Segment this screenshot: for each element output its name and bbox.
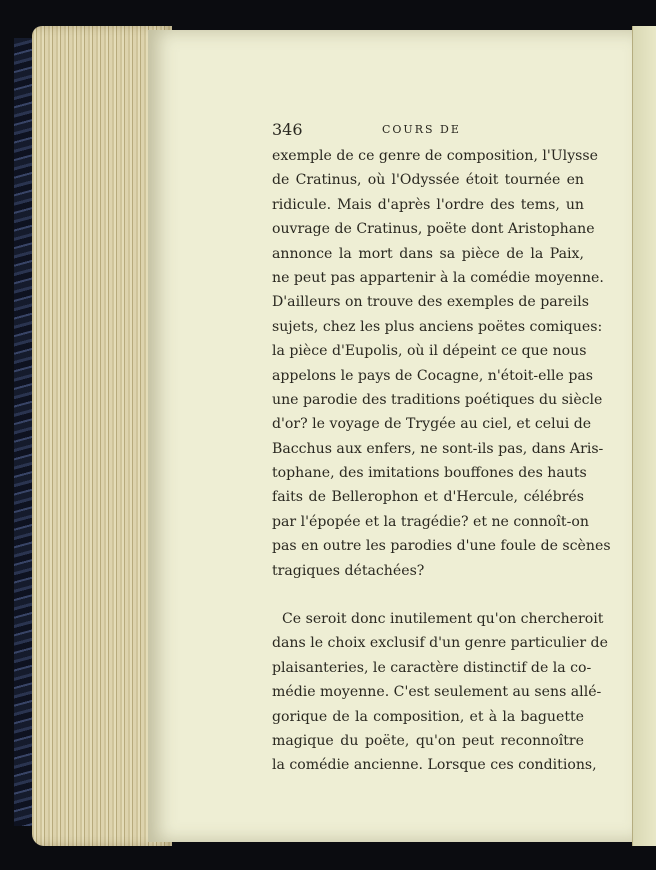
text-line: médie moyenne. C'est seulement au sens allé-: [272, 684, 602, 701]
text-line: faits de Bellerophon et d'Hercule, célébrés: [272, 489, 584, 506]
text-line: pas en outre les parodies d'une foule de scènes: [272, 538, 611, 555]
text-line: magique du poëte, qu'on peut reconnoître: [272, 732, 584, 749]
text-line: Bacchus aux enfers, ne sont-ils pas, dans Aris-: [272, 440, 604, 457]
text-line: tragiques détachées?: [272, 562, 425, 579]
text-line: exemple de ce genre de composition, l'Ulysse: [272, 148, 598, 164]
running-title: COURS DE: [382, 123, 461, 136]
text-line: de Cratinus, où l'Odyssée étoit tournée en: [272, 172, 584, 189]
text-line: D'ailleurs on trouve des exemples de pareils: [272, 294, 589, 311]
text-line: ridicule. Mais d'après l'ordre des tems, un: [272, 196, 584, 213]
text-line: la comédie ancienne. Lorsque ces conditions,: [272, 757, 597, 774]
text-line: la pièce d'Eupolis, où il dépeint ce que nous: [272, 343, 587, 360]
page-number: 346: [272, 120, 303, 139]
text-line: plaisanteries, le caractère distinctif de la co-: [272, 659, 592, 676]
paragraph-1: [272, 144, 611, 583]
page-text: [272, 120, 611, 778]
text-line: appelons le pays de Cocagne, n'étoit-elle pas: [272, 367, 594, 384]
text-line: par l'épopée et la tragédie? et ne connoît-on: [272, 513, 589, 530]
text-line: gorique de la composition, et à la baguette: [272, 708, 584, 725]
text-line: Ce seroit donc inutilement qu'on chercheroit: [282, 611, 604, 628]
text-line: ouvrage de Cratinus, poëte dont Aristophane: [272, 221, 595, 238]
text-line: sujets, chez les plus anciens poëtes comiques:: [272, 318, 603, 335]
next-page-edge: [632, 26, 656, 846]
paragraph-2: [272, 607, 608, 778]
paragraph-gap: [272, 583, 584, 607]
text-line: ne peut pas appartenir à la comédie moyenne.: [272, 269, 604, 286]
text-line: une parodie des traditions poétiques du siècle: [272, 391, 603, 408]
text-line: annonce la mort dans sa pièce de la Paix,: [272, 245, 584, 262]
text-line: d'or? le voyage de Trygée au ciel, et celui de: [272, 416, 592, 433]
page-header: [272, 120, 584, 144]
text-line: dans le choix exclusif d'un genre particulier de: [272, 635, 608, 652]
text-line: tophane, des imitations bouffones des hauts: [272, 465, 587, 482]
